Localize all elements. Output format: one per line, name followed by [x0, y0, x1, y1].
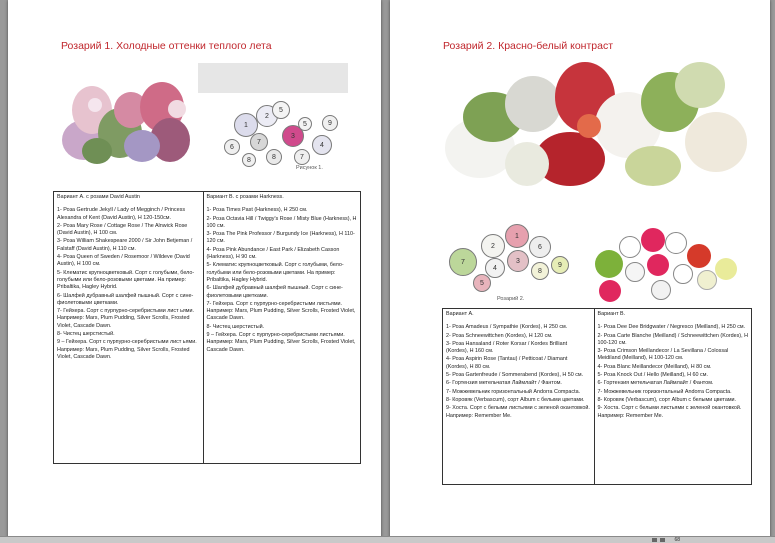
- variant-a-cell: [443, 309, 595, 485]
- plant-line: 3- Роза The Pink Professor / Burgundy Ice (Harkness), H 110-120 см.: [206, 231, 355, 245]
- plant-line: 1- Роза Gertrude Jekyll / Lady of Megginch / Princess Alexandra of Kent (David Austin), H 120-150см.: [57, 207, 186, 221]
- plant-line: 5- Роза Gartenfreude / Sommerabend (Kordes), H 50 см.: [446, 372, 584, 379]
- rose-garden-photo-2: [445, 62, 751, 192]
- plant-line: 6- Шалфей дубравный шалфей пышный. Сорт с сине-фиолетовыми цветками.: [206, 285, 343, 299]
- document-page-2: [390, 0, 770, 540]
- scheme-1-circle: 8: [266, 149, 282, 165]
- scheme-1-circle: 8: [242, 153, 256, 167]
- variant-b-cell: [594, 309, 752, 485]
- plant-line: 1- Роза Times Past (Harkness), H 250 см.: [206, 207, 308, 214]
- scheme-1-circle: 7: [294, 149, 310, 165]
- plant-line: 6- Шалфей дубравный шалфей пышный. Сорт с сине-фиолетовыми цветками.: [57, 292, 194, 306]
- layout-icon[interactable]: [660, 538, 665, 542]
- scheme-1-circle: 1: [234, 113, 258, 137]
- plant-line: 8- Чистец шерстистый.: [206, 323, 265, 330]
- plant-line: 5- Роза Knock Out / Hello (Meilland), H 60 см.: [597, 372, 708, 379]
- page-2-title: Розарий 2. Красно-белый контраст: [443, 40, 613, 52]
- scheme-1-circle: 6: [224, 139, 240, 155]
- scheme-2-circle: 9: [551, 256, 569, 274]
- variants-table-2: [442, 308, 752, 485]
- plant-line: 9- Хоста. Сорт с белыми листьями с зеленой окантовкой. Например: Remember Me.: [597, 405, 742, 419]
- plant-line: 9 – Гейхера. Сорт с пурпурно-серебристыми листьями. Например: Mars, Plum Pudding, Silver Scrolls, Frosted Violet, Cascade Dawn.: [206, 332, 356, 353]
- variant-a-header: Вариант А.: [446, 311, 474, 317]
- plant-line: 4- Роза Pink Abundance / East Park / Elizabeth Casson (Harkness), H 90 см.: [206, 246, 340, 261]
- variants-table-1: [53, 191, 361, 464]
- plant-line: 2- Роза Mary Rose / Cottage Rose / The Alnwick Rose (David Austin), H 100 см.: [57, 222, 188, 237]
- plant-line: 9- Хоста. Сорт с белыми листьями с зеленой окантовкой. Например: Remember Me.: [446, 405, 590, 419]
- planting-scheme-1: [198, 63, 348, 173]
- scheme-2-circle: 4: [485, 258, 505, 278]
- scheme-2-circle: 3: [507, 250, 529, 272]
- scheme-1-circle: 2: [256, 105, 278, 127]
- variant-a-cell: [54, 192, 204, 464]
- scheme-2-circle: 1: [505, 224, 529, 248]
- scheme-1-circle: 7: [250, 133, 268, 151]
- plant-line: 5- Клематис крупноцветковый. Сорт с голубыми, бело-голубыми или бело-розовыми цветами. На пример: Pribaltika, Hagley Hybrid.: [57, 269, 195, 291]
- plant-line: 8- Чистец шерстистый.: [57, 331, 115, 338]
- planting-scheme-2b: [595, 228, 745, 306]
- scheme-1-caption: Рисунок 1.: [296, 165, 323, 171]
- plant-line: 4- Роза Queen of Sweden / Rosemoor / Wildeve (David Austin), H 100 см.: [57, 254, 190, 268]
- plant-line: 7- Можжевельник горизонтальный Andorra Compacta.: [597, 388, 732, 395]
- scheme-2-caption: Розарий 2.: [497, 296, 525, 302]
- planting-scheme-2a: [445, 222, 573, 304]
- plant-line: 5- Клематис крупноцветковый. Сорт с голубыми, бело-голубыми или бело-розовыми цветами. На пример: Pribaltika, Hagley Hybrid.: [206, 262, 344, 283]
- plant-line: 7- Гейхера. Сорт с пурпурно-серебристыми лист ьями. Например: Mars, Plum Pudding, Silver Scrolls, Frosted Violet, Cascade Dawn.: [57, 308, 195, 329]
- scheme-1-circle: 5: [272, 101, 290, 119]
- rose-garden-photo-1: [58, 78, 196, 168]
- plant-line: 7- Можжевельник горизонтальный Andorra Compacta.: [446, 388, 581, 395]
- plant-line: 1- Роза Amadeus / Sympathie (Kordes), H 250 см.: [446, 324, 568, 331]
- plant-line: 4- Роза Blanc Meillandecor (Meilland), H 80 см.: [597, 363, 712, 370]
- plant-line: 3- Роза Crimson Meillandecor / La Sevillana / Colossal Meidiland (Meilland), H 100-120 см.: [597, 348, 729, 362]
- scheme-1-circle: 5: [298, 117, 312, 131]
- plant-line: 2- Роза Schneewittchen (Kordes), H 120 см.: [446, 332, 553, 339]
- plant-line: 4- Роза Aspirin Rose (Tantau) / Petticoat / Diamant (Kordes), H 80 см.: [446, 356, 568, 370]
- scheme-2-circle: 2: [481, 234, 505, 258]
- variant-b-cell: [203, 192, 360, 464]
- plant-line: 1- Роза Dee Dee Bridgwater / Negresco (Meilland), H 250 см.: [597, 324, 746, 331]
- plant-line: 8- Коровяк (Verbascum), сорт Album с белыми цветами.: [446, 396, 585, 403]
- plant-line: 2- Роза Carte Blanche (Meilland) / Schneewittchen (Kordes), H 100-120 см.: [597, 332, 748, 346]
- plant-line: 9 – Гейхера. Сорт с пурпурно-серебристыми лист ьями. Например: Mars, Plum Pudding, Silver Scrolls, Frosted Violet, Cascade Dawn.: [57, 339, 197, 360]
- status-bar: [0, 536, 775, 543]
- scheme-1-circle: 3: [282, 125, 304, 147]
- variant-b-header: Вариант В.: [597, 311, 626, 317]
- zoom-level: 68: [674, 537, 680, 543]
- plant-line: 2- Роза Octavia Hill / Twiggy's Rose / Misty Blue (Harkness), H 100 см.: [206, 215, 357, 229]
- plant-line: 8- Коровяк (Verbascum), сорт Album с белыми цветами.: [597, 396, 737, 403]
- scheme-2-circle: 8: [531, 262, 549, 280]
- plant-line: 3- Роза Hansaland / Roter Korsar / Kordes Brilliant (Kordes), H 160 см.: [446, 340, 568, 355]
- view-mode-icon[interactable]: [652, 538, 657, 542]
- scheme-2-circle: 6: [529, 236, 551, 258]
- page-1-title: Розарий 1. Холодные оттенки теплого лета: [61, 40, 272, 52]
- variant-b-header: Вариант В. с розами Harkness.: [206, 194, 284, 200]
- scheme-1-circle: 9: [322, 115, 338, 131]
- variant-a-header: Вариант А. с розами David Austin: [57, 194, 140, 200]
- plant-line: 7- Гейхера. Сорт с пурпурно-серебристыми листьями. Например: Mars, Plum Pudding, Silver Scrolls, Frosted Violet, Cascade Dawn.: [206, 300, 356, 322]
- scheme-2-circle: 7: [449, 248, 477, 276]
- scheme-2-circle: 5: [473, 274, 491, 292]
- plant-line: 6- Гортензия метельчатая Лаймлайт / Фантом.: [446, 380, 562, 387]
- plant-line: 3- Роза William Shakespeare 2000 / Sir John Betjeman / Falstaff (David Austin), H 110 см.: [57, 238, 193, 252]
- document-page-1: [8, 0, 381, 540]
- scheme-1-circle: 4: [312, 135, 332, 155]
- plant-line: 6- Гортензия метельчатая Лаймлайт / Фантом.: [597, 380, 714, 387]
